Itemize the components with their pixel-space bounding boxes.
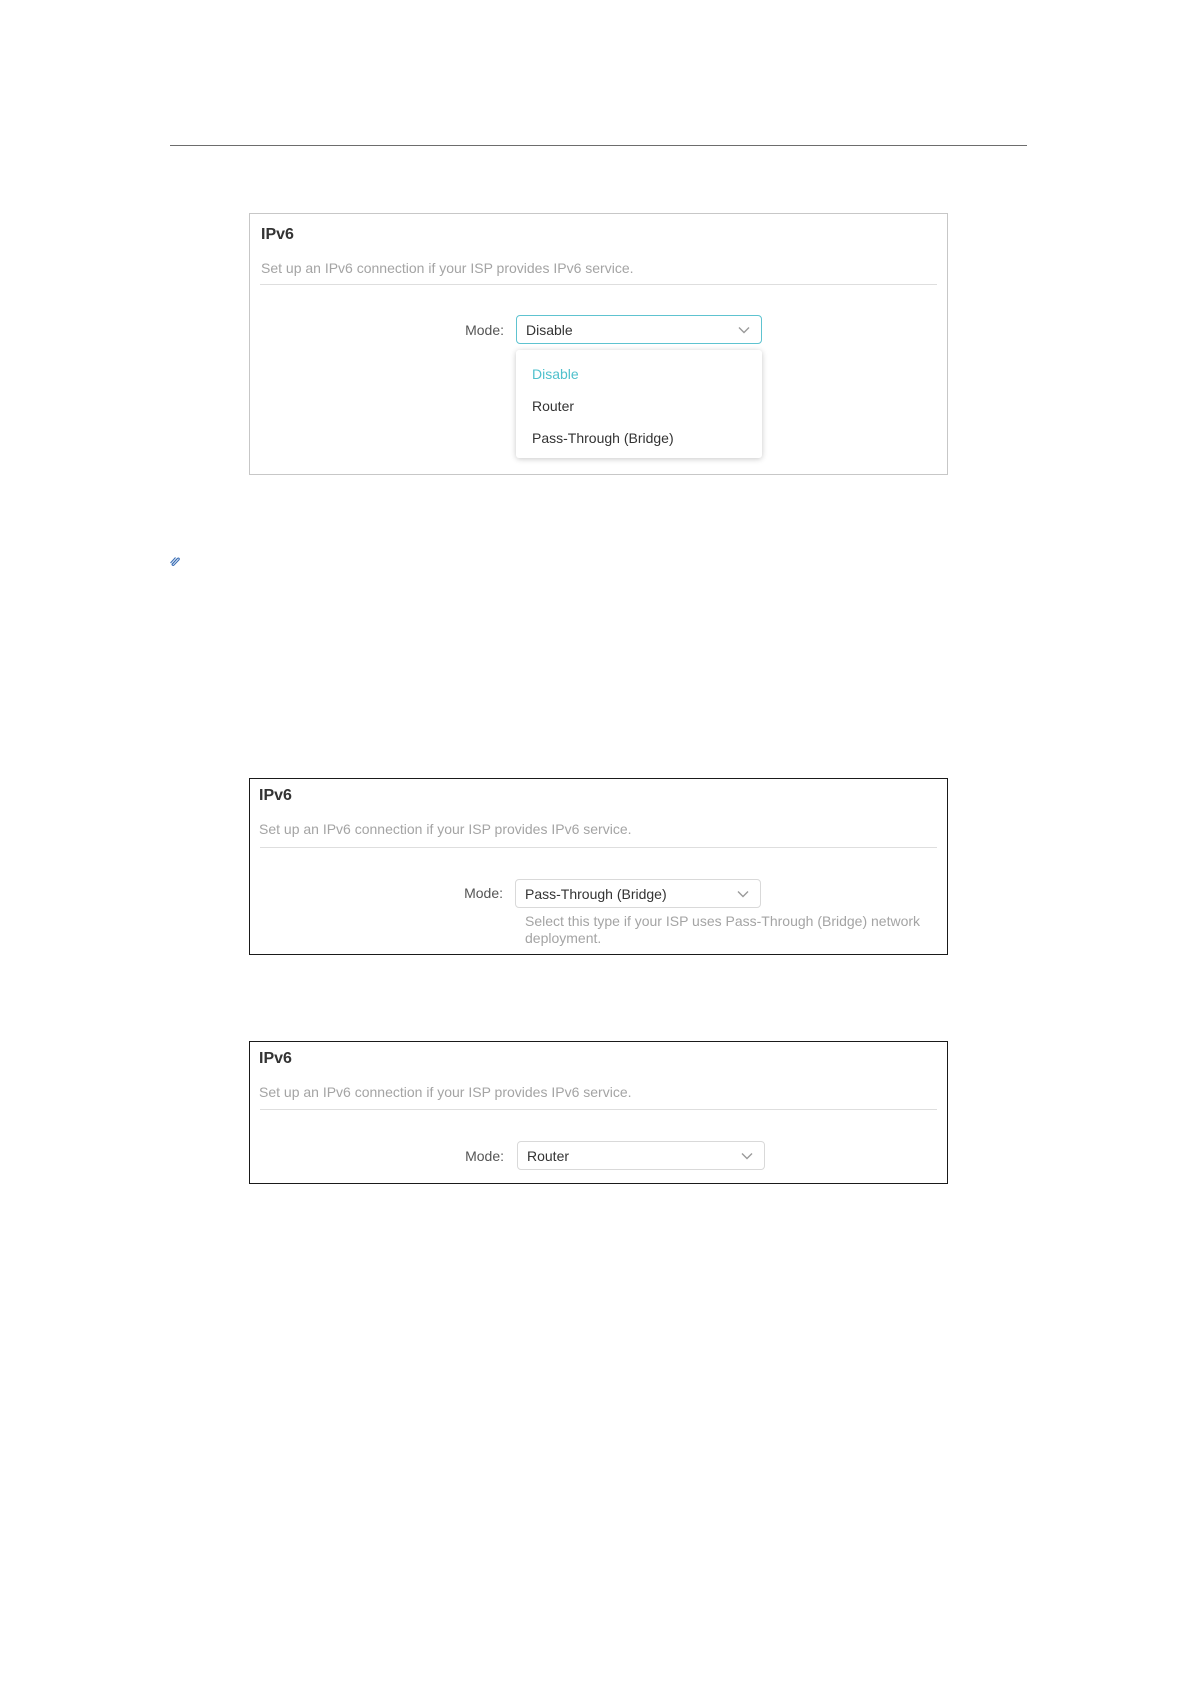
dropdown-option-router[interactable]: Router (532, 398, 575, 414)
panel-title: IPv6 (259, 787, 292, 804)
ipv6-panel-dropdown-open (249, 213, 948, 475)
mode-select[interactable] (517, 1141, 765, 1170)
panel-description: Set up an IPv6 connection if your ISP provides IPv6 service. (261, 260, 634, 276)
panel-divider (260, 284, 937, 285)
mode-select[interactable] (516, 315, 762, 344)
mode-dropdown-menu (516, 350, 762, 458)
top-rule (170, 145, 1027, 146)
panel-title: IPv6 (259, 1050, 292, 1067)
dropdown-option-disable[interactable]: Disable (532, 366, 579, 382)
mode-hint-text: Select this type if your ISP uses Pass-Through (Bridge) network deployment. (525, 913, 921, 946)
mode-select-value: Pass-Through (Bridge) (525, 886, 667, 902)
mode-select-value: Router (527, 1148, 570, 1164)
chevron-down-icon (740, 1149, 754, 1163)
mode-label: Mode: (465, 1148, 504, 1164)
chevron-down-icon (736, 887, 750, 901)
panel-divider (260, 847, 937, 848)
mode-select[interactable] (515, 879, 761, 908)
ipv6-panel-pass-through (249, 778, 948, 955)
panel-title: IPv6 (261, 226, 294, 243)
panel-divider (260, 1109, 937, 1110)
ipv6-panel-router (249, 1041, 948, 1184)
mode-select-value: Disable (526, 322, 573, 338)
mode-label: Mode: (465, 322, 504, 338)
dropdown-option-pass-through[interactable]: Pass-Through (Bridge) (532, 430, 674, 446)
panel-description: Set up an IPv6 connection if your ISP provides IPv6 service. (259, 1084, 632, 1100)
mode-label: Mode: (464, 885, 503, 901)
chevron-down-icon (737, 323, 751, 337)
panel-description: Set up an IPv6 connection if your ISP provides IPv6 service. (259, 821, 632, 837)
paperclip-icon (169, 555, 181, 567)
